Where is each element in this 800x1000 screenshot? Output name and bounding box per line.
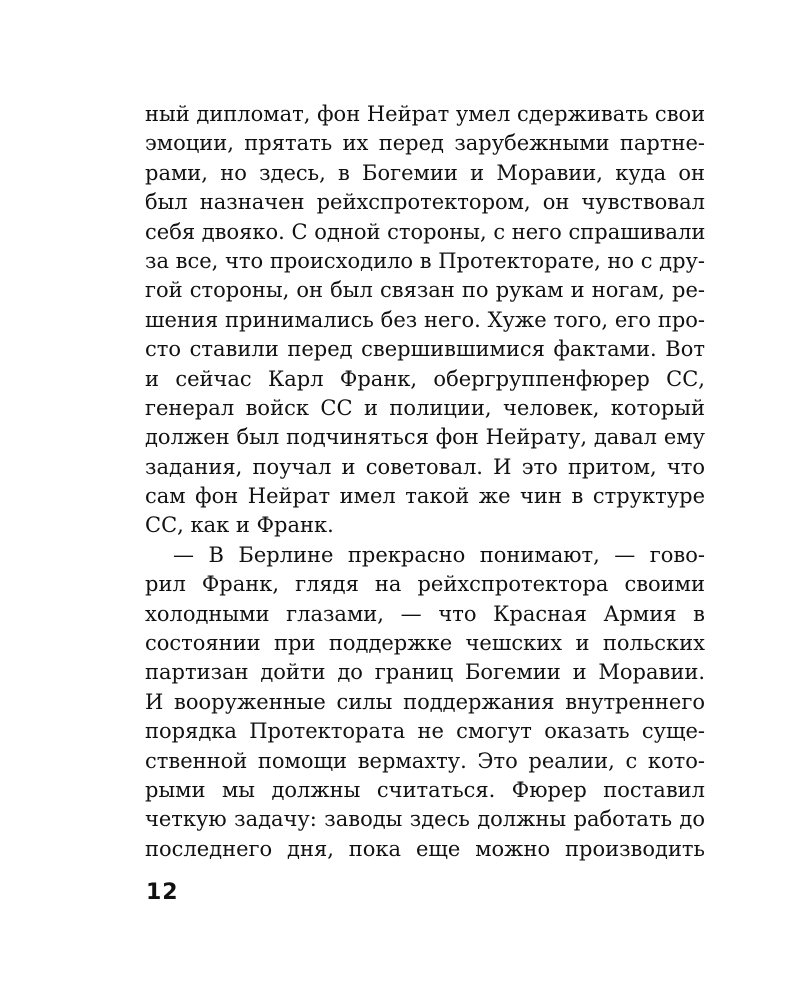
text-line: и сейчас Карл Франк, обергруппенфюрер СС, <box>145 366 705 391</box>
text-line: генерал войск СС и полиции, человек, который <box>145 395 705 420</box>
text-line: рил Франк, глядя на рейхспротектора своими <box>145 572 705 597</box>
text-line: партизан дойти до границ Богемии и Моравии. <box>145 660 705 685</box>
text-line: рами, но здесь, в Богемии и Моравии, куда он <box>145 160 705 185</box>
text-line: порядка Протектората не смогут оказать суще- <box>145 719 705 744</box>
text-line: ный дипломат, фон Нейрат умел сдерживать свои <box>145 102 706 126</box>
text-line: сто ставили перед свершившимися фактами. Вот <box>145 337 705 362</box>
text-line: гой стороны, он был связан по рукам и ногам, ре- <box>145 278 705 303</box>
text-line: был назначен рейхспротектором, он чувствовал <box>145 190 705 215</box>
text-line: шения принимались без него. Хуже того, его про- <box>145 307 705 332</box>
text-line: — В Берлине прекрасно понимают, — гово- <box>173 542 705 567</box>
text-line: должен был подчиняться фон Нейрату, давал ему <box>145 425 705 450</box>
text-line: последнего дня, пока еще можно производить <box>145 836 705 861</box>
text-line: себя двояко. С одной стороны, с него спрашивали <box>145 219 706 244</box>
text-line: четкую задачу: заводы здесь должны работать до <box>145 807 705 832</box>
text-line: холодными глазами, — что Красная Армия в <box>145 601 705 626</box>
text-line: за все, что происходило в Протекторате, но с дру- <box>145 248 706 273</box>
text-line: состоянии при поддержке чешских и польских <box>145 631 705 656</box>
text-line: ственной помощи вермахту. Это реалии, с кото- <box>145 748 705 773</box>
text-line: эмоции, прятать их перед зарубежными партне- <box>145 131 705 156</box>
text-line: СС, как и Франк. <box>145 513 334 538</box>
body-text <box>145 100 705 864</box>
text-line: сам фон Нейрат имел такой же чин в структуре <box>145 484 705 509</box>
text-line: задания, поучал и советовал. И это притом, что <box>145 454 705 479</box>
text-line: рыми мы должны считаться. Фюрер поставил <box>145 777 705 802</box>
page-number: 12 <box>146 880 179 905</box>
text-line: И вооруженные силы поддержания внутреннего <box>145 689 705 714</box>
